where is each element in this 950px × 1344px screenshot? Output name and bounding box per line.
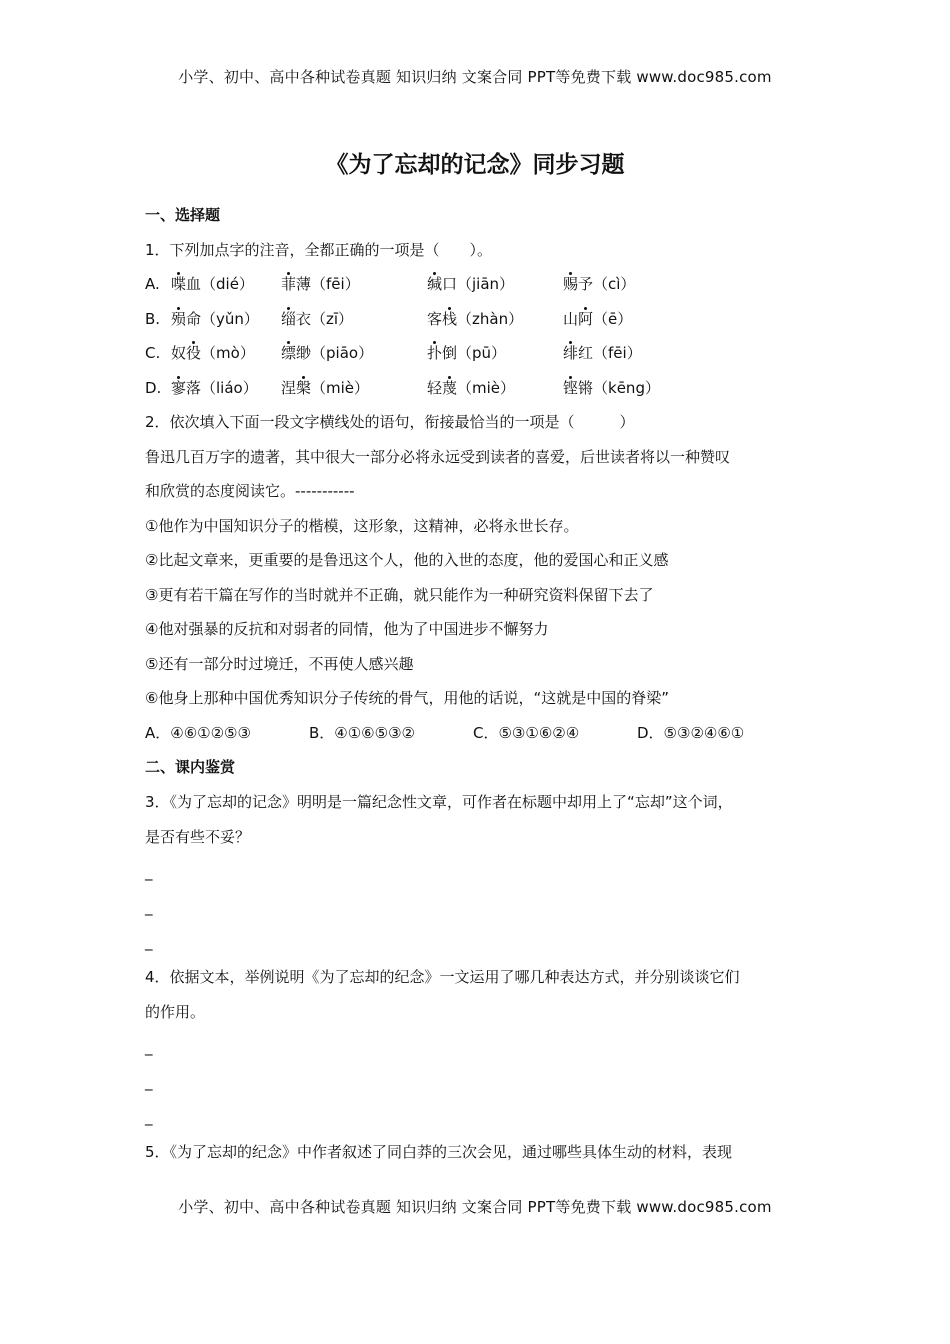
question-2-item: ④他对强暴的反抗和对弱者的同情，他为了中国进步不懈努力 [145, 620, 549, 638]
option-text: 落（liáo） [186, 378, 258, 397]
option-text: 涅 [281, 378, 297, 397]
dotted-character: 槃 [296, 371, 311, 406]
option-item [171, 371, 281, 406]
question-2-choices [145, 716, 825, 751]
answer-blank[interactable]: _ [145, 1037, 153, 1056]
question-1-option-row [145, 336, 825, 371]
document-body [145, 198, 825, 1170]
dotted-character: 喋 [171, 267, 186, 302]
option-item [427, 371, 563, 406]
dotted-character: 寥 [171, 371, 186, 406]
question-1-option-row [145, 267, 825, 302]
answer-blank[interactable]: _ [145, 897, 153, 916]
dotted-character: 役 [186, 336, 201, 371]
option-item [427, 267, 563, 302]
question-1-options [145, 267, 825, 405]
option-item [563, 302, 699, 337]
question-3-line: 3．《为了忘却的记念》明明是一篇纪念性文章，可作者在标题中却用上了“忘却”这个词， [145, 792, 733, 811]
dotted-character: 蔑 [442, 371, 457, 406]
choice-b: B．④①⑥⑤③② [309, 723, 415, 742]
dotted-character: 菲 [281, 267, 296, 302]
option-item [281, 267, 427, 302]
question-3-line: 是否有些不妥？ [145, 827, 251, 846]
option-letter: A. [145, 275, 160, 293]
option-text: 薄（fēi） [296, 275, 360, 293]
option-letter: C. [145, 344, 161, 362]
option-text: （mò） [201, 344, 255, 362]
answer-blank[interactable]: _ [145, 932, 153, 951]
section-heading-reading: 二、课内鉴赏 [145, 758, 236, 776]
question-2-passage: 鲁迅几百万字的遗著，其中很大一部分必将永远受到读者的喜爱，后世读者将以一种赞叹 [145, 447, 731, 466]
dotted-character: 缄 [427, 267, 442, 302]
option-item [171, 267, 281, 302]
question-2-item: ⑤还有一部分时过境迁，不再使人感兴趣 [145, 654, 414, 673]
option-text: 予（cì） [578, 275, 636, 293]
question-2-item: ②比起文章来，更重要的是鲁迅这个人，他的入世的态度，他的爱国心和正义感 [145, 551, 669, 569]
option-letter: D. [145, 378, 162, 397]
option-text: 衣（zī） [296, 309, 354, 328]
question-1-stem: 1．下列加点字的注音，全都正确的一项是（ ）。 [145, 240, 493, 259]
option-item [281, 336, 427, 371]
dotted-character: 栈 [442, 302, 457, 337]
dotted-character: 缁 [281, 302, 296, 337]
option-text: （zhàn） [457, 309, 524, 328]
option-text: 口（jiān） [442, 275, 515, 293]
dotted-character: 赐 [563, 267, 578, 302]
question-4-line: 的作用。 [145, 1002, 206, 1021]
option-letter: B. [145, 309, 161, 328]
option-text: 客 [427, 309, 443, 328]
option-item [171, 302, 281, 337]
option-item [427, 336, 563, 371]
option-text: 缈（piāo） [296, 344, 374, 362]
dotted-character: 缥 [281, 336, 296, 371]
dotted-character: 扑 [427, 336, 442, 371]
choice-d: D．⑤③②④⑥① [637, 723, 745, 742]
option-text: 红（fēi） [578, 344, 642, 362]
page-title: 《为了忘却的记念》同步习题 [325, 152, 625, 178]
question-1-option-row [145, 302, 825, 337]
section-heading-choice: 一、选择题 [145, 206, 221, 224]
option-text: （miè） [311, 378, 370, 397]
answer-blank[interactable]: _ [145, 1107, 153, 1126]
option-text: 轻 [427, 378, 443, 397]
question-2-item: ③更有若干篇在写作的当时就并不正确，就只能作为一种研究资料保留下去了 [145, 585, 654, 604]
option-item [281, 302, 427, 337]
option-item [563, 267, 699, 302]
option-item [171, 336, 281, 371]
choice-c: C．⑤③①⑥②④ [473, 723, 580, 742]
question-5-line: 5．《为了忘却的纪念》中作者叙述了同白莽的三次会见，通过哪些具体生动的材料，表现 [145, 1142, 733, 1161]
question-4-line: 4．依据文本，举例说明《为了忘却的纪念》一文运用了哪几种表达方式，并分别谈谈它们 [145, 967, 740, 986]
dotted-character: 阿 [578, 302, 593, 337]
option-item [563, 336, 699, 371]
question-1-option-row [145, 371, 825, 406]
option-text: （ē） [593, 309, 633, 328]
dotted-character: 绯 [563, 336, 578, 371]
dotted-character: 殒 [171, 302, 186, 337]
choice-a: A．④⑥①②⑤③ [145, 723, 251, 742]
page-footer: 小学、初中、高中各种试卷真题 知识归纳 文案合同 PPT等免费下载 www.doc985.com [178, 1198, 772, 1216]
option-text: 锵（kēng） [578, 378, 660, 397]
page-header: 小学、初中、高中各种试卷真题 知识归纳 文案合同 PPT等免费下载 www.doc985.com [178, 68, 772, 86]
option-text: 奴 [171, 344, 187, 362]
option-text: （miè） [457, 378, 516, 397]
question-2-item: ①他作为中国知识分子的楷模，这形象，这精神，必将永世长存。 [145, 516, 579, 535]
question-2-item: ⑥他身上那种中国优秀知识分子传统的骨气，用他的话说，“这就是中国的脊梁” [145, 689, 669, 707]
question-2-stem: 2．依次填入下面一段文字横线处的语句，衔接最恰当的一项是（ ） [145, 413, 635, 431]
option-text: 山 [563, 309, 579, 328]
option-text: 倒（pū） [442, 344, 507, 362]
answer-blank[interactable]: _ [145, 1072, 153, 1091]
dotted-character: 铿 [563, 371, 578, 406]
option-item [281, 371, 427, 406]
answer-blank[interactable]: _ [145, 862, 153, 881]
option-text: 命（yǔn） [186, 309, 259, 328]
option-item [427, 302, 563, 337]
option-item [563, 371, 699, 406]
question-2-passage-cont: 和欣赏的态度阅读它。----------- [145, 482, 355, 500]
option-text: 血（dié） [186, 275, 254, 293]
